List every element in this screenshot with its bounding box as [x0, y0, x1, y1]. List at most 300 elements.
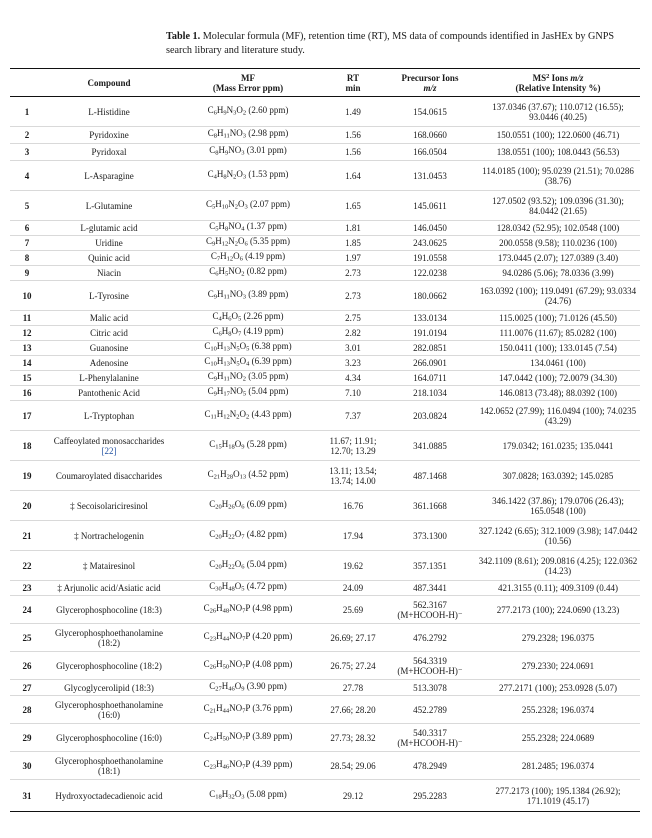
mf-segment: C [209, 528, 216, 539]
mf-segment: H [216, 341, 224, 352]
compound-name [44, 581, 174, 596]
mf-segment: (3.89 ppm) [246, 288, 289, 299]
mf-subscript: 46 [228, 685, 235, 693]
table-row [10, 326, 640, 341]
compound-label: Glycoglycerolipid (18:3) [64, 682, 154, 693]
ms2-ions: 346.1422 (37.86); 179.0706 (26.43); 165.0548 (100) [476, 491, 640, 521]
mf-subscript: 2 [234, 203, 238, 211]
mf-subscript: 10 [221, 203, 229, 211]
mf-segment: H [215, 198, 222, 209]
mf-segment: NO [229, 630, 243, 641]
table-row [10, 652, 640, 680]
table-row [10, 696, 640, 724]
row-number: 22 [10, 551, 44, 581]
row-number: 1 [10, 97, 44, 127]
molecular-formula [174, 386, 322, 401]
header-precursor-line2: m/z [423, 82, 437, 93]
ms2-ions: 277.2173 (100); 224.0690 (13.23) [476, 596, 640, 624]
compound-name [44, 521, 174, 551]
mf-segment: P (4.39 ppm) [245, 758, 293, 769]
ms2-ions: 163.0392 (100); 119.0491 (67.29); 93.0334 (24.76) [476, 281, 640, 311]
mf-subscript: 8 [228, 330, 232, 338]
precursor-ion [384, 127, 476, 144]
retention-time: 4.34 [322, 371, 384, 386]
row-number: 11 [10, 311, 44, 326]
header-mf [174, 69, 322, 97]
row-number: 27 [10, 680, 44, 696]
mf-subscript: 13 [223, 360, 230, 368]
mf-segment: C [207, 104, 214, 115]
table-row [10, 521, 640, 551]
molecular-formula [174, 752, 322, 780]
compound-label: L-glutamic acid [80, 223, 138, 233]
row-number: 21 [10, 521, 44, 551]
mf-segment: N [229, 408, 237, 419]
compound-label: Caffeoylated monosaccharides [53, 435, 165, 446]
precursor-ion [384, 696, 476, 724]
precursor-ion [384, 521, 476, 551]
compound-label: Citric acid [90, 328, 128, 338]
mf-segment: H [216, 730, 223, 741]
mf-segment: O [234, 528, 242, 539]
compound-name [44, 371, 174, 386]
mf-segment: H [217, 288, 224, 299]
precursor-value: 168.0660 [413, 130, 447, 140]
mf-segment: C [209, 145, 216, 156]
ms2-ions: 277.2173 (100); 195.1384 (26.92); 171.1019 (45.17) [476, 780, 640, 812]
mf-segment: C [209, 680, 216, 691]
mf-segment: H [221, 438, 229, 449]
mf-subscript: 7 [242, 635, 246, 643]
row-number: 12 [10, 326, 44, 341]
molecular-formula [174, 696, 322, 724]
mf-segment: C [209, 221, 216, 232]
mf-segment: H [220, 251, 227, 262]
ms2-ions: 146.0813 (73.48); 88.0392 (100) [476, 386, 640, 401]
compound-label: L-Tryptophan [83, 410, 135, 421]
retention-time: 2.73 [322, 266, 384, 281]
mf-segment: C [209, 788, 216, 799]
mf-segment: (5.28 ppm) [244, 438, 287, 449]
retention-time: 1.65 [322, 191, 384, 221]
mf-subscript: 2 [241, 270, 245, 278]
mf-segment: O [239, 408, 247, 419]
molecular-formula [174, 281, 322, 311]
mf-segment: NO [228, 221, 242, 232]
molecular-formula [174, 581, 322, 596]
mf-subscript: 15 [215, 443, 222, 451]
retention-time: 19.62 [322, 551, 384, 581]
mf-subscript: 21 [209, 707, 217, 715]
reference-link[interactable]: [22] [101, 445, 117, 456]
compound-name [44, 652, 174, 680]
mf-segment: H [216, 356, 224, 367]
precursor-ion [384, 724, 476, 752]
table-row [10, 144, 640, 161]
header-rt-line2: min [345, 82, 361, 93]
mf-subscript: 48 [228, 585, 235, 593]
ms2-ions: 142.0652 (27.99); 116.0494 (100); 74.0235 (43.29) [476, 401, 640, 431]
mf-subscript: 7 [216, 255, 221, 263]
header-ms2-prefix: MS [532, 73, 547, 83]
molecular-formula [174, 144, 322, 161]
molecular-formula [174, 780, 322, 812]
compound-label: Uridine [95, 238, 123, 248]
mf-segment: (5.04 ppm) [244, 558, 287, 569]
mf-subscript: 9 [241, 443, 245, 451]
mf-segment: (3.01 ppm) [244, 145, 287, 156]
mf-segment: H [221, 528, 229, 539]
precursor-value: 122.0238 [413, 268, 447, 278]
mf-segment: H [221, 788, 229, 799]
table-row [10, 431, 640, 461]
table-row [10, 221, 640, 236]
mf-segment: (3.05 ppm) [246, 371, 289, 382]
mf-subscript: 6 [215, 270, 219, 278]
compound-name [44, 680, 174, 696]
mf-segment: C [207, 468, 214, 479]
table-row [10, 386, 640, 401]
retention-time: 17.94 [322, 521, 384, 551]
mf-subscript: 12 [221, 240, 229, 248]
mf-segment: P (3.89 ppm) [245, 730, 293, 741]
ms2-ions: 279.2330; 224.0691 [476, 652, 640, 680]
mf-segment: H [217, 128, 224, 139]
caption-label: Table 1. [166, 31, 201, 42]
mf-subscript: 3 [241, 149, 245, 157]
precursor-ion [384, 311, 476, 326]
mf-subscript: 5 [238, 315, 242, 323]
table-row [10, 97, 640, 127]
retention-time: 1.64 [322, 161, 384, 191]
compound-name [44, 326, 174, 341]
row-number: 14 [10, 356, 44, 371]
molecular-formula [174, 491, 322, 521]
mf-subscript: 11 [223, 375, 230, 383]
mf-subscript: 8 [223, 173, 227, 181]
mf-subscript: 2 [234, 240, 238, 248]
precursor-ion [384, 326, 476, 341]
mf-segment: NO [229, 386, 243, 397]
precursor-value: 218.1034 [413, 388, 447, 398]
retention-time: 1.81 [322, 221, 384, 236]
precursor-value: 243.0625 [413, 238, 447, 248]
mf-segment: NO [229, 602, 243, 613]
mf-subscript: 2 [242, 109, 247, 117]
precursor-ion [384, 596, 476, 624]
mf-segment: H [216, 104, 224, 115]
mf-subscript: 3 [242, 173, 247, 181]
mf-subscript: 7 [242, 735, 246, 743]
precursor-value: 164.0711 [413, 373, 447, 383]
retention-time: 2.75 [322, 311, 384, 326]
precursor-ion [384, 371, 476, 386]
mf-segment: H [216, 168, 224, 179]
mf-subscript: 10 [210, 360, 217, 368]
mf-subscript: 30 [215, 585, 222, 593]
precursor-ion [384, 236, 476, 251]
mf-segment: P (3.76 ppm) [245, 702, 293, 713]
header-compound: Compound [44, 69, 174, 97]
mf-segment: P (4.08 ppm) [245, 658, 293, 669]
mf-segment: (6.39 ppm) [249, 356, 292, 367]
retention-time: 28.54; 29.06 [322, 752, 384, 780]
mf-segment: NO [228, 145, 242, 156]
mf-segment: H [217, 371, 224, 382]
compound-name [44, 752, 174, 780]
mf-segment: (4.19 ppm) [241, 326, 284, 337]
compound-name [44, 341, 174, 356]
mf-subscript: 22 [228, 563, 235, 571]
mf-subscript: 5 [241, 585, 245, 593]
mf-segment: C [203, 602, 210, 613]
mf-subscript: 5 [246, 345, 250, 353]
row-number: 13 [10, 341, 44, 356]
retention-time: 27.73; 28.32 [322, 724, 384, 752]
retention-time: 29.12 [322, 780, 384, 812]
mf-subscript: 18 [215, 793, 222, 801]
compound-label: ‡ Matairesinol [82, 560, 136, 571]
mf-segment: C [203, 758, 210, 769]
ms2-ions: 127.0502 (93.52); 109.0396 (31.30); 84.0442 (21.65) [476, 191, 640, 221]
mf-segment: NO [229, 730, 243, 741]
compound-label: Niacin [97, 268, 121, 278]
mf-subscript: 50 [222, 663, 230, 671]
precursor-value: 203.0824 [413, 410, 447, 421]
mf-segment: (4.19 ppm) [242, 251, 286, 262]
molecular-formula [174, 461, 322, 491]
ms2-ions: 277.2171 (100); 253.0928 (5.07) [476, 680, 640, 696]
table-row [10, 401, 640, 431]
compound-name [44, 144, 174, 161]
mf-segment: H [221, 558, 229, 569]
mf-segment: H [221, 680, 229, 691]
mf-subscript: 6 [244, 240, 248, 248]
mf-subscript: 4 [213, 173, 217, 181]
mf-subscript: 7 [242, 763, 246, 771]
ms2-ions: 137.0346 (37.67); 110.0712 (16.55); 93.0446 (40.25) [476, 97, 640, 127]
mf-segment: H [218, 145, 225, 156]
mf-segment: C [207, 288, 214, 299]
mf-segment: P (4.98 ppm) [245, 602, 293, 613]
mf-segment: C [212, 326, 219, 337]
mf-segment: H [221, 498, 229, 509]
ms2-ions: 179.0342; 161.0235; 135.0441 [476, 431, 640, 461]
compound-label: L-Tyrosine [89, 290, 129, 301]
table-row [10, 461, 640, 491]
mf-subscript: 2 [233, 173, 237, 181]
mf-segment: O [234, 788, 242, 799]
compound-label: Pyridoxal [91, 147, 127, 157]
mf-segment: N [228, 198, 235, 209]
mf-segment: C [205, 198, 212, 209]
header-mf-line2: (Mass Error ppm) [212, 82, 284, 93]
mf-subscript: 9 [223, 109, 227, 117]
mf-segment: H [216, 658, 223, 669]
mf-segment: C [203, 658, 210, 669]
mf-subscript: 7 [238, 330, 242, 338]
molecular-formula [174, 251, 322, 266]
mf-subscript: 18 [228, 443, 235, 451]
compound-label: L-Glutamine [85, 200, 133, 211]
mf-subscript: 46 [222, 763, 230, 771]
precursor-value: 191.0558 [413, 253, 447, 263]
row-number: 23 [10, 581, 44, 596]
compound-name [44, 236, 174, 251]
mf-segment: H [218, 221, 225, 232]
mf-subscript: 6 [228, 315, 232, 323]
compound-label: Coumaroylated disaccharides [55, 470, 163, 481]
compound-label: ‡ Arjunolic acid/Asiatic acid [57, 583, 161, 593]
molecular-formula [174, 191, 322, 221]
mf-subscript: 27 [215, 685, 222, 693]
mf-segment: O [234, 581, 242, 592]
mf-subscript: 32 [228, 793, 235, 801]
precursor-value: 341.0885 [413, 440, 447, 451]
compound-label: Glycerophosphocoline (16:0) [56, 732, 162, 743]
ms2-ions: 111.0076 (11.67); 85.0282 (100) [476, 326, 640, 341]
mf-segment: C [209, 558, 216, 569]
row-number: 19 [10, 461, 44, 491]
mf-subscript: 4 [246, 360, 250, 368]
mf-subscript: 9 [213, 293, 217, 301]
compound-label: Glycerophosphoethanolamine (16:0) [55, 699, 163, 720]
mf-segment: P (4.20 ppm) [245, 630, 293, 641]
compound-name [44, 491, 174, 521]
retention-time: 1.97 [322, 251, 384, 266]
mf-subscript: 8 [225, 225, 229, 233]
retention-time: 16.76 [322, 491, 384, 521]
mf-segment: H [216, 630, 223, 641]
molecular-formula [174, 596, 322, 624]
mf-subscript: 9 [225, 149, 229, 157]
precursor-value: 540.3317 [413, 727, 447, 738]
retention-time: 7.37 [322, 401, 384, 431]
mf-segment: O [234, 438, 242, 449]
mf-subscript: 12 [223, 413, 230, 421]
row-number: 18 [10, 431, 44, 461]
precursor-ion [384, 780, 476, 812]
compound-label: Hydroxyoctadecadienoic acid [55, 790, 163, 801]
mf-segment: O [234, 498, 242, 509]
precursor-adduct: (M+HCOOH-H)⁻ [397, 609, 463, 620]
molecular-formula [174, 236, 322, 251]
header-mf-line1: MF [241, 72, 255, 83]
mf-segment: O [239, 356, 247, 367]
mf-segment: (4.52 ppm) [246, 468, 289, 479]
compounds-table [10, 68, 640, 812]
ms2-ions: 138.0551 (100); 108.0443 (56.53) [476, 144, 640, 161]
precursor-value: 361.1668 [413, 500, 447, 511]
precursor-ion [384, 144, 476, 161]
retention-time: 27.78 [322, 680, 384, 696]
retention-time: 26.69; 27.17 [322, 624, 384, 652]
molecular-formula [174, 221, 322, 236]
precursor-ion [384, 551, 476, 581]
mf-subscript: 5 [225, 270, 229, 278]
precursor-value: 191.0194 [413, 328, 447, 338]
table-row [10, 724, 640, 752]
row-number: 26 [10, 652, 44, 680]
precursor-value: 145.0611 [413, 200, 447, 211]
precursor-ion [384, 386, 476, 401]
row-number: 7 [10, 236, 44, 251]
mf-segment: O [236, 104, 243, 115]
row-number: 20 [10, 491, 44, 521]
ms2-ions: 281.2485; 196.0374 [476, 752, 640, 780]
precursor-ion [384, 191, 476, 221]
table-row [10, 161, 640, 191]
row-number: 2 [10, 127, 44, 144]
mf-subscript: 6 [218, 330, 222, 338]
compound-label: L-Histidine [88, 106, 130, 117]
ms2-ions: 115.0025 (100); 71.0126 (45.50) [476, 311, 640, 326]
mf-subscript: 6 [241, 503, 245, 511]
header-precursor [384, 69, 476, 97]
compound-name [44, 386, 174, 401]
precursor-ion [384, 266, 476, 281]
ms2-ions: 327.1242 (6.65); 312.1009 (3.98); 147.0442 (10.56) [476, 521, 640, 551]
precursor-ion [384, 461, 476, 491]
mf-subscript: 17 [223, 390, 230, 398]
mf-subscript: 5 [242, 390, 247, 398]
mf-segment: NO [229, 758, 243, 769]
header-ms2 [476, 69, 640, 97]
ms2-ions: 307.0828; 163.0392; 145.0285 [476, 461, 640, 491]
compound-label: Glycerophosphoethanolamine (18:1) [55, 755, 163, 776]
mf-segment: (0.82 ppm) [244, 266, 287, 277]
mf-segment: N [229, 341, 237, 352]
retention-time: 3.01 [322, 341, 384, 356]
compound-name [44, 551, 174, 581]
mf-segment: (2.60 ppm) [246, 104, 289, 115]
molecular-formula [174, 161, 322, 191]
precursor-ion [384, 624, 476, 652]
mf-subscript: 9 [213, 390, 217, 398]
precursor-ion [384, 581, 476, 596]
retention-time: 13.11; 13.54; 13.74; 14.00 [322, 461, 384, 491]
precursor-value: 295.2283 [413, 790, 447, 801]
compound-name [44, 251, 174, 266]
molecular-formula [174, 680, 322, 696]
mf-segment: C [212, 311, 219, 322]
mf-subscript: 26 [228, 503, 235, 511]
compound-label: Glycerophosphocoline (18:3) [56, 604, 162, 615]
table-row [10, 596, 640, 624]
mf-segment: O [238, 236, 245, 247]
header-rt-line1: RT [346, 72, 360, 83]
mf-segment: (1.37 ppm) [244, 221, 287, 232]
precursor-value: 487.3441 [413, 583, 447, 593]
compound-name [44, 401, 174, 431]
retention-time: 11.67; 11.91; 12.70; 13.29 [322, 431, 384, 461]
mf-segment: O [231, 326, 238, 337]
ms2-ions: 342.1109 (8.61); 209.0816 (4.25); 122.0362 (14.23) [476, 551, 640, 581]
mf-subscript: 8 [215, 149, 219, 157]
compound-label: Glycerophosphoethanolamine (18:2) [55, 627, 163, 648]
table-row [10, 251, 640, 266]
compound-label: L-Asparagine [84, 170, 134, 181]
precursor-ion [384, 652, 476, 680]
mf-segment: N [226, 168, 234, 179]
molecular-formula [174, 371, 322, 386]
compound-name [44, 356, 174, 371]
compound-name [44, 624, 174, 652]
mf-segment: C [207, 168, 214, 179]
table-row [10, 356, 640, 371]
mf-segment: (4.43 ppm) [249, 408, 292, 419]
mf-segment: O [238, 198, 245, 209]
